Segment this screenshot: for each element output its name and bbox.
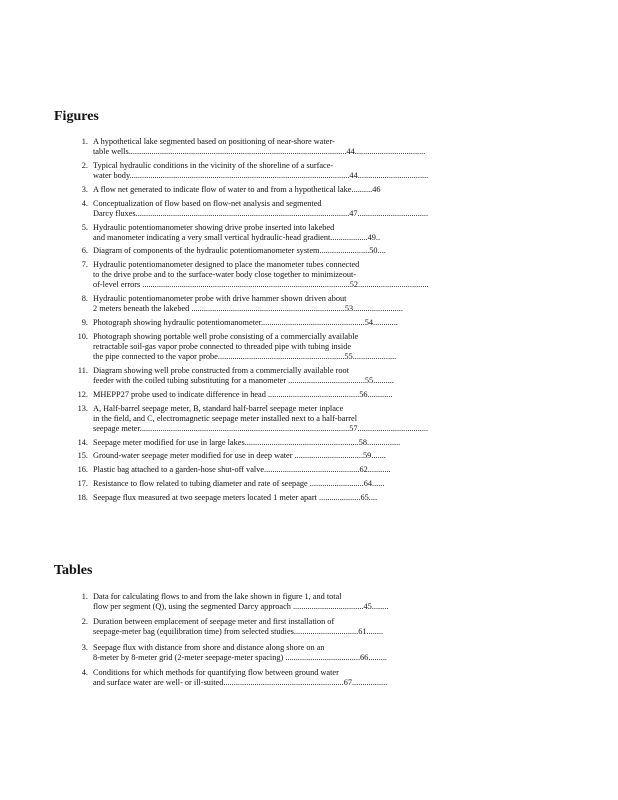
figure-entry-title — [93, 404, 533, 434]
figure-entry-line: Typical hydraulic conditions in the vicinity of the shoreline of a surface- — [93, 160, 334, 170]
figure-entry-line: feeder with the coiled tubing substituting for a manometer .....................................55.......... — [93, 375, 394, 385]
figure-entry-line: Darcy fluxes.......................................................................................................47.................................. — [93, 208, 429, 218]
figure-entry-title — [93, 366, 533, 386]
figure-entry-number: 3. — [81, 184, 88, 194]
table-entry-line: Data for calculating flows to and from the lake shown in figure 1, and total — [93, 592, 342, 601]
figure-entry — [0, 366, 618, 386]
figure-entry-number: 18. — [77, 493, 88, 503]
table-entry-line: Seepage flux with distance from shore and distance along shore on an — [93, 642, 325, 652]
figure-entry-title — [93, 390, 533, 400]
figure-entry — [0, 223, 618, 243]
figure-entry — [0, 332, 618, 362]
figure-entry-line: Diagram of components of the hydraulic potentiomanometer system........................50.... — [93, 246, 386, 256]
figure-entry-line: to the drive probe and to the surface-water body close together to minimizeout- — [93, 270, 357, 280]
table-entry — [0, 617, 618, 637]
figure-entry — [0, 451, 618, 461]
table-entry-title — [93, 592, 533, 612]
figure-entry — [0, 199, 618, 219]
figure-entry-title — [93, 185, 533, 195]
figure-entry-title — [93, 223, 533, 243]
figure-entry — [0, 438, 618, 448]
figure-entry-number: 15. — [77, 451, 88, 461]
figure-entry-number: 11. — [77, 365, 88, 375]
figure-entry — [0, 493, 618, 503]
figure-entry-line: Conceptualization of flow based on flow-net analysis and segmented — [93, 198, 322, 208]
table-entry — [0, 592, 618, 612]
figure-entry-line: in the field, and C, electromagnetic seepage meter installed next to a half-barrel — [93, 413, 358, 423]
figure-entry — [0, 479, 618, 489]
figure-entry-line: Seepage flux measured at two seepage meters located 1 meter apart ....................65.... — [93, 493, 378, 503]
table-entry-title — [93, 643, 533, 663]
figure-entry-line: A hypothetical lake segmented based on positioning of near-shore water- — [93, 137, 335, 146]
figure-entry-line: and manometer indicating a very small vertical hydraulic-head gradient..................49.. — [93, 232, 381, 242]
figure-entry-line: Seepage meter modified for use in large lakes.......................................................58................ — [93, 437, 401, 447]
figure-entry-title — [93, 479, 533, 489]
figure-entry-line: Ground-water seepage meter modified for use in deep water .................................59....... — [93, 451, 386, 461]
table-entry — [0, 668, 618, 688]
table-entry-line: Conditions for which methods for quantifying flow between ground water — [93, 667, 339, 677]
figure-entry-number: 16. — [77, 465, 88, 475]
table-entry-number: 2. — [81, 617, 88, 627]
table-entry-number: 4. — [81, 667, 88, 677]
figure-entry — [0, 246, 618, 256]
figure-entry-title — [93, 294, 533, 314]
figure-entry-number: 9. — [81, 318, 88, 328]
figure-entry-title — [93, 332, 533, 362]
figure-entry-line: the pipe connected to the vapor probe.............................................................55..................... — [93, 352, 397, 362]
figure-entry-title — [93, 451, 533, 461]
figure-entry — [0, 465, 618, 475]
table-entry-line: 8-meter by 8-meter grid (2-meter seepage-meter spacing) ....................................66......... — [93, 652, 387, 662]
figure-entry — [0, 260, 618, 290]
figure-entry-title — [93, 260, 533, 290]
figure-entry-number: 7. — [81, 260, 88, 270]
figures-heading: Figures — [54, 109, 99, 124]
figure-entry-title — [93, 246, 533, 256]
figure-entry-number: 4. — [81, 198, 88, 208]
figure-entry — [0, 185, 618, 195]
figure-entry-number: 5. — [81, 222, 88, 232]
figure-entry-title — [93, 137, 533, 157]
figure-entry-number: 12. — [77, 389, 88, 399]
tables-heading: Tables — [54, 563, 93, 578]
tables-list — [0, 592, 618, 693]
figure-entry-line: of-level errors ....................................................................................................52.................................. — [93, 280, 429, 290]
figure-entry-title — [93, 161, 533, 181]
figure-entry — [0, 318, 618, 328]
figure-entry-line: water body..........................................................................................................44.................................. — [93, 170, 429, 180]
figure-entry-number: 13. — [77, 403, 88, 413]
figure-entry-title — [93, 465, 533, 475]
figure-entry-number: 8. — [81, 294, 88, 304]
figure-entry-title — [93, 199, 533, 219]
figure-entry-line: MHEPP27 probe used to indicate difference in head ............................................56............ — [93, 389, 393, 399]
figure-entry-number: 2. — [81, 160, 88, 170]
figure-entry-number: 14. — [77, 437, 88, 447]
figure-entry-line: Plastic bag attached to a garden-hose shut-off valve..............................................62........... — [93, 465, 391, 475]
figure-entry — [0, 161, 618, 181]
figure-entry-line: Hydraulic potentiomanometer probe with drive hammer shown driven about — [93, 294, 347, 304]
table-entry-number: 1. — [81, 592, 88, 601]
figure-entry-line: retractable soil-gas vapor probe connected to threaded pipe with tubing inside — [93, 342, 352, 352]
figure-entry-line: Photograph showing portable well probe consisting of a commercially available — [93, 332, 359, 342]
figure-entry-line: Hydraulic potentiomanometer showing drive probe inserted into lakebed — [93, 222, 335, 232]
figure-entry — [0, 390, 618, 400]
table-entry-line: Duration between emplacement of seepage meter and first installation of — [93, 617, 335, 627]
figure-entry-line: Resistance to flow related to tubing diameter and rate of seepage ..........................64...... — [93, 479, 385, 489]
figure-entry-number: 17. — [77, 479, 88, 489]
figure-entry-line: Photograph showing hydraulic potentiomanometer..................................................54............ — [93, 318, 398, 328]
figure-entry-line: A flow net generated to indicate flow of water to and from a hypothetical lake..........46 — [93, 184, 381, 194]
figure-entry-number: 1. — [81, 137, 88, 146]
figure-entry-line: Hydraulic potentiomanometer designed to place the manometer tubes connected — [93, 260, 360, 270]
figure-entry-line: table wells.........................................................................................................44.................................. — [93, 147, 426, 156]
figure-entry — [0, 137, 618, 157]
figure-entry-line: seepage meter.....................................................................................................57.................................. — [93, 423, 429, 433]
figure-entry-line: 2 meters beneath the lakebed ..........................................................................53........................ — [93, 304, 403, 314]
figure-entry-title — [93, 493, 533, 503]
table-entry-title — [93, 668, 533, 688]
table-entry — [0, 643, 618, 663]
figure-entry — [0, 294, 618, 314]
figure-entry-line: Diagram showing well probe constructed from a commercially available root — [93, 365, 349, 375]
table-entry-title — [93, 617, 533, 637]
figures-list — [0, 137, 618, 507]
table-entry-line: flow per segment (Q), using the segmented Darcy approach ..................................45........ — [93, 602, 389, 611]
table-entry-line: and surface water are well- or ill-suited..........................................................67................. — [93, 677, 388, 687]
figure-entry-line: A, Half-barrel seepage meter, B, standard half-barrel seepage meter inplace — [93, 403, 344, 413]
figure-entry-title — [93, 438, 533, 448]
figure-entry-number: 6. — [81, 246, 88, 256]
figure-entry — [0, 404, 618, 434]
table-entry-line: seepage-meter bag (equilibration time) from selected studies...............................61........ — [93, 627, 384, 637]
figure-entry-number: 10. — [77, 332, 88, 342]
table-entry-number: 3. — [81, 642, 88, 652]
figure-entry-title — [93, 318, 533, 328]
